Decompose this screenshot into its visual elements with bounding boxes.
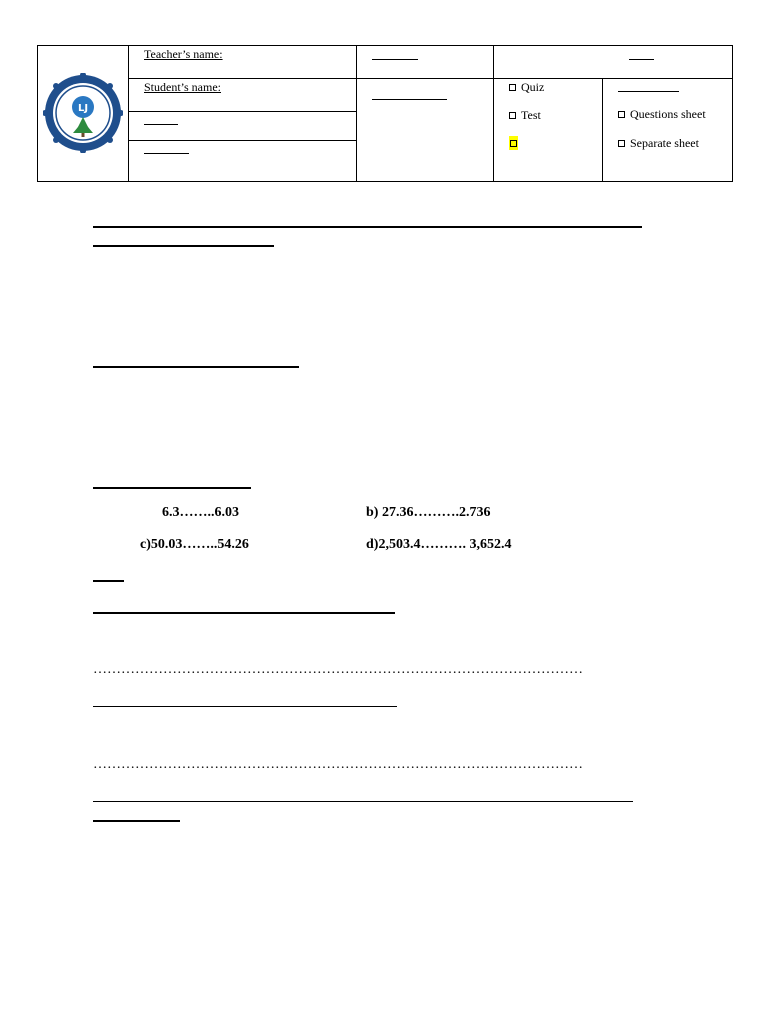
- answer-line[interactable]: ……………………………………………………………………………………………: [93, 757, 583, 772]
- section-heading-line: [93, 706, 397, 707]
- logo-cell: [38, 46, 129, 182]
- blank-line: [144, 153, 189, 154]
- blank-line: [629, 59, 654, 60]
- school-logo-icon: [43, 73, 123, 153]
- section-heading-line: [93, 820, 180, 822]
- header-blank-cell-2[interactable]: [494, 46, 733, 79]
- header-table: [37, 45, 733, 182]
- section-heading-line: [93, 226, 642, 228]
- header-field-cell-1[interactable]: [129, 112, 357, 141]
- header-blank-cell-1[interactable]: [357, 46, 494, 79]
- section-heading-line: [93, 580, 124, 582]
- checkbox-icon[interactable]: [509, 84, 516, 91]
- header-blank-cell-3[interactable]: [357, 79, 494, 182]
- option-questions-sheet[interactable]: Questions sheet: [618, 107, 706, 121]
- section-heading-line: [93, 245, 274, 247]
- option-test[interactable]: Test: [509, 108, 541, 122]
- header-field-cell-2[interactable]: [129, 141, 357, 182]
- section-heading-line: [93, 366, 299, 368]
- comparison-c: c)50.03……..54.26: [140, 537, 249, 552]
- option-separate-sheet[interactable]: Separate sheet: [618, 136, 699, 150]
- option-blank[interactable]: [509, 136, 518, 150]
- section-heading-line: [93, 801, 633, 802]
- teacher-name-cell[interactable]: [129, 46, 357, 79]
- student-name-cell[interactable]: [129, 79, 357, 112]
- svg-text:LJ: LJ: [77, 103, 89, 114]
- comparison-d: d)2,503.4………. 3,652.4: [366, 537, 512, 552]
- student-name-label: Student’s name:: [144, 80, 221, 94]
- answer-line[interactable]: ……………………………………………………………………………………………: [93, 662, 583, 677]
- checkbox-icon[interactable]: [510, 140, 517, 147]
- section-heading-line: [93, 612, 395, 614]
- checkbox-icon[interactable]: [618, 140, 625, 147]
- blank-line: [618, 91, 679, 92]
- comparison-a: 6.3……..6.03: [162, 505, 239, 520]
- sheet-type-cell: [603, 79, 733, 182]
- checkbox-icon[interactable]: [618, 111, 625, 118]
- option-quiz[interactable]: Quiz: [509, 80, 544, 94]
- blank-line: [144, 124, 178, 125]
- blank-line: [372, 59, 418, 60]
- teacher-name-label: Teacher’s name:: [144, 47, 223, 61]
- assessment-type-cell: [494, 79, 603, 182]
- checkbox-icon[interactable]: [509, 112, 516, 119]
- comparison-b: b) 27.36……….2.736: [366, 505, 491, 520]
- blank-line: [372, 99, 447, 100]
- section-heading-line: [93, 487, 251, 489]
